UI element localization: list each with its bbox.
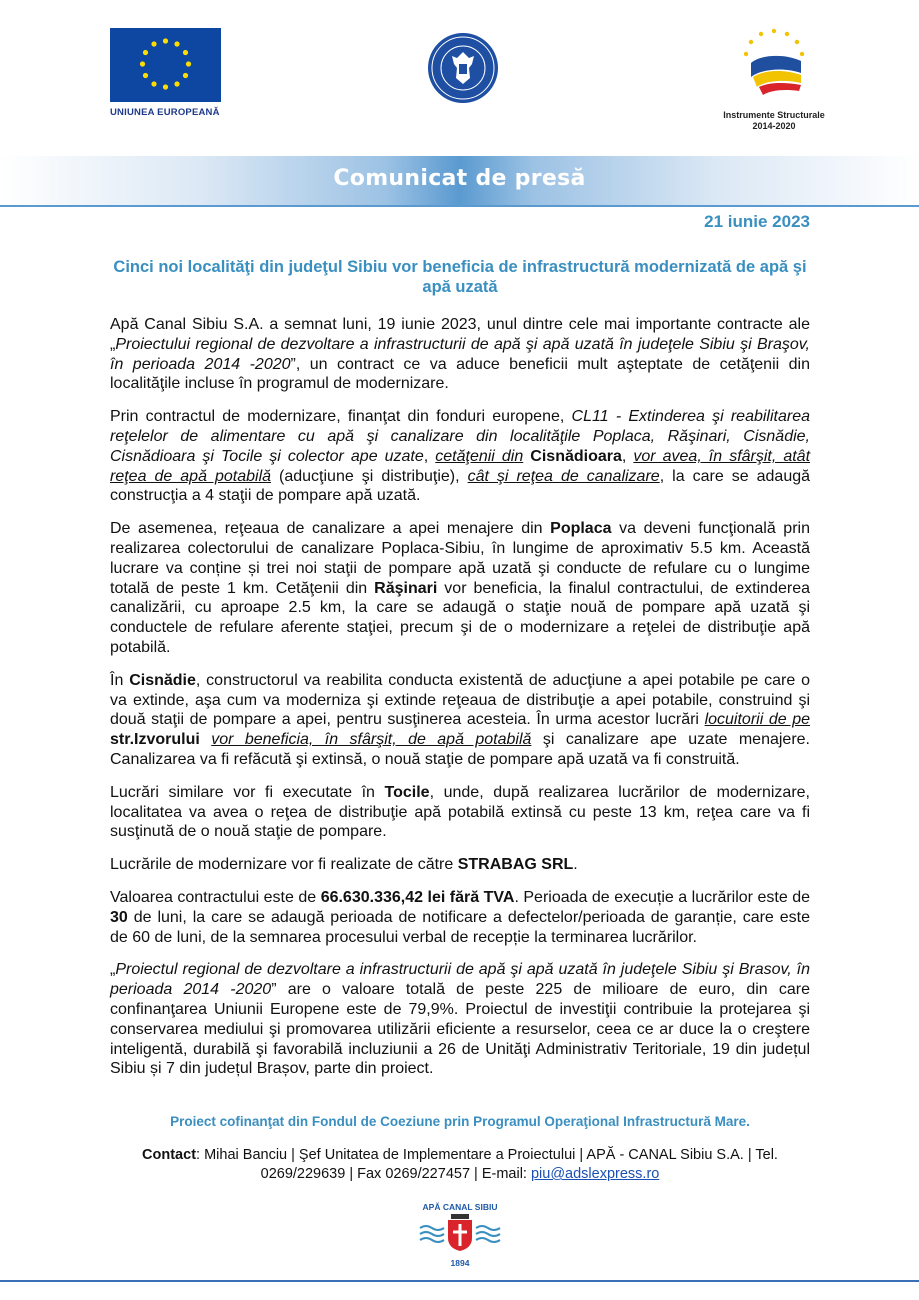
text-run: , unde, după realizarea lucrărilor de modernizare, localitatea va avea o reţea de distribuţie apă potabilă extinsă cu peste 13 km, reţea care va fi susţinută de o nouă staţie de pompare.	[110, 783, 810, 841]
bottom-divider	[0, 1280, 919, 1282]
text-run: vor avea, în sfârşit, atât reţea de apă potabilă	[110, 447, 811, 485]
text-run: şi canalizare ape uzate menajere. Canalizarea va fi refăcută şi extinsă, o nouă staţie de pompare apă uzată va fi construită.	[110, 731, 810, 768]
text-run: . Perioada de execuție a lucrărilor este de	[514, 888, 811, 906]
text-run: De asemenea, reţeaua de canalizare a apei menajere din	[110, 520, 551, 538]
apa-canal-sibiu-year: 1894	[450, 1258, 470, 1268]
text-run: STRABAG SRL	[457, 856, 574, 874]
text-run: Proiectului regional de dezvoltare a infrastructurii de apă şi apă uzată în judeţele Sibiu şi Braşov, în perioada 2014 -2020	[110, 335, 810, 373]
paragraph-4	[110, 671, 810, 770]
text-run: ,	[423, 447, 436, 465]
apa-canal-sibiu-crest-icon	[418, 1212, 502, 1252]
text-run: vor beneficia, la finalul contractului, de extinderea canalizării, cu aproape 2.5 km, la care se adaugă o staţie nouă de pompare apă uzată şi conductele de refulare aferente staţiei, precum şi de o modernizare a reţelei de distribuţie apă potabilă.	[110, 579, 810, 656]
text-run: 30	[110, 908, 128, 926]
press-release-banner	[0, 156, 919, 207]
paragraph-2	[110, 407, 810, 506]
text-run: ”, un contract ce va aduce beneficii mult aşteptate de cetăţenii din localităţile incluse în programul de modernizare.	[110, 355, 811, 393]
structural-instruments-caption	[712, 110, 836, 132]
text-run: Lucrările de modernizare vor fi realizate de către	[110, 856, 458, 874]
contact-text: : Mihai Banciu | Şef Unitatea de Implementare a Proiectului | APĂ - CANAL Sibiu S.A. | Tel. 0269/229639 | Fax 0269/227457 | E-mail:	[196, 1147, 778, 1182]
paragraph-3	[110, 519, 810, 658]
eu-logo	[110, 28, 222, 118]
text-run: Cisnădioara	[530, 447, 622, 465]
text-run	[200, 731, 211, 748]
paragraph-6	[110, 855, 810, 875]
structural-instruments-icon	[729, 25, 819, 103]
is-caption-line2: 2014-2020	[752, 121, 796, 131]
text-run: Cisnădie	[129, 671, 196, 689]
contact-label: Contact	[142, 1147, 197, 1163]
paragraph-7	[110, 888, 810, 947]
text-run: .	[573, 856, 578, 874]
text-run: va deveni funcţională prin realizarea colectorului de canalizare Poplaca-Sibiu, în lungime de aproximativ 5.5 km. Această lucrare va conține și trei noi staţii de pompare apă uzată şi conducte de refulare cu o lungime totală de peste 1 km. Cetăţenii din	[110, 520, 810, 597]
text-run: , constructorul va reabilita conducta existentă de aducţiune a apei potabile pe care o va extinde, aşa cum va moderniza şi extinde reţeaua de distribuţie a apei potabile, construind şi două staţii de pompare a apei, pentru susţinerea acesteia. În urma acestor lucrări	[110, 671, 810, 729]
body-text	[110, 315, 810, 1092]
text-run: Valoarea contractului este de	[110, 888, 321, 906]
text-run: Apă Canal Sibiu S.A. a semnat luni, 19 iunie 2023, unul dintre cele mai importante contracte ale „	[110, 316, 810, 353]
text-run: vor beneficia, în sfârşit, de apă potabilă	[211, 731, 532, 749]
text-run: ” are o valoare totală de peste 225 de milioare de euro, din care confinanţarea Uniunii Europene este de 79,9%. Proiectul de investiţii contribuie la protejarea şi conservarea mediului şi promovarea utilizării eficiente a resurselor, ceea ce ar duce la o creştere inteligentă, durabilă şi favorabilă incluziunii a 26 de Unităţi Administrativ Teritoriale, 19 din județul Sibiu și 7 din județul Brașov, parte din proiect.	[110, 981, 810, 1078]
paragraph-5	[110, 783, 810, 842]
text-run: ,	[621, 447, 634, 465]
release-date: 21 iunie 2023	[704, 212, 810, 231]
paragraph-1	[110, 315, 810, 394]
headline: Cinci noi localităţi din judeţul Sibiu vor beneficia de infrastructură modernizată de apă şi apă uzată	[113, 258, 807, 296]
text-run: str.Izvorului	[110, 731, 200, 749]
text-run: Lucrări similare vor fi executate în	[110, 783, 385, 801]
text-run: În	[110, 671, 130, 689]
text-run: de luni, la care se adaugă perioada de notificare a defectelor/perioada de garanție, care este de 60 de luni, de la semnarea procesului verbal de recepție la terminarea lucrărilor.	[110, 908, 810, 946]
text-run: cât şi reţea de canalizare	[467, 467, 660, 485]
contact-info	[105, 1146, 815, 1184]
eu-caption: UNIUNEA EUROPEANĂ	[110, 107, 220, 118]
text-run: Tocile	[384, 783, 430, 801]
text-run: Prin contractul de modernizare, finanţat din fonduri europene,	[110, 408, 572, 426]
text-run: 66.630.336,42 lei fără TVA	[320, 888, 515, 906]
paragraph-8	[110, 960, 810, 1079]
text-run: (aducţiune şi distribuţie),	[271, 467, 468, 485]
structural-instruments-logo	[712, 25, 836, 132]
eu-flag-icon	[110, 28, 221, 102]
text-run: Răşinari	[374, 579, 438, 597]
banner-title: Comunicat de presă	[333, 166, 586, 191]
apa-canal-sibiu-logo	[415, 1202, 505, 1268]
text-run: locuitorii de pe	[704, 711, 811, 729]
email-link[interactable]: piu@adslexpress.ro	[530, 1166, 660, 1182]
text-run: cetăţenii din	[435, 447, 524, 465]
text-run: CL11 - Extinderea şi reabilitarea reţelelor de alimentare cu apă şi canalizare din localităţile Poplaca, Răşinari, Cisnădie, Cisnădioara şi Tocile şi colector ape uzate	[110, 408, 811, 465]
text-run: Proiectul regional de dezvoltare a infrastructurii de apă şi apă uzată în judeţele Sibiu şi Brasov, în perioada 2014 -2020	[110, 961, 810, 999]
apa-canal-sibiu-name: APĂ CANAL SIBIU	[422, 1202, 498, 1212]
text-run: Poplaca	[550, 520, 612, 538]
funding-note: Proiect cofinanţat din Fondul de Coeziune prin Programul Operaţional Infrastructură Mare.	[170, 1114, 750, 1129]
is-caption-line1: Instrumente Structurale	[723, 110, 825, 120]
text-run: , la care se adaugă construcţia a 4 staţii de pompare apă uzată.	[110, 467, 811, 505]
government-seal-icon	[426, 31, 500, 105]
text-run: „	[110, 961, 116, 979]
